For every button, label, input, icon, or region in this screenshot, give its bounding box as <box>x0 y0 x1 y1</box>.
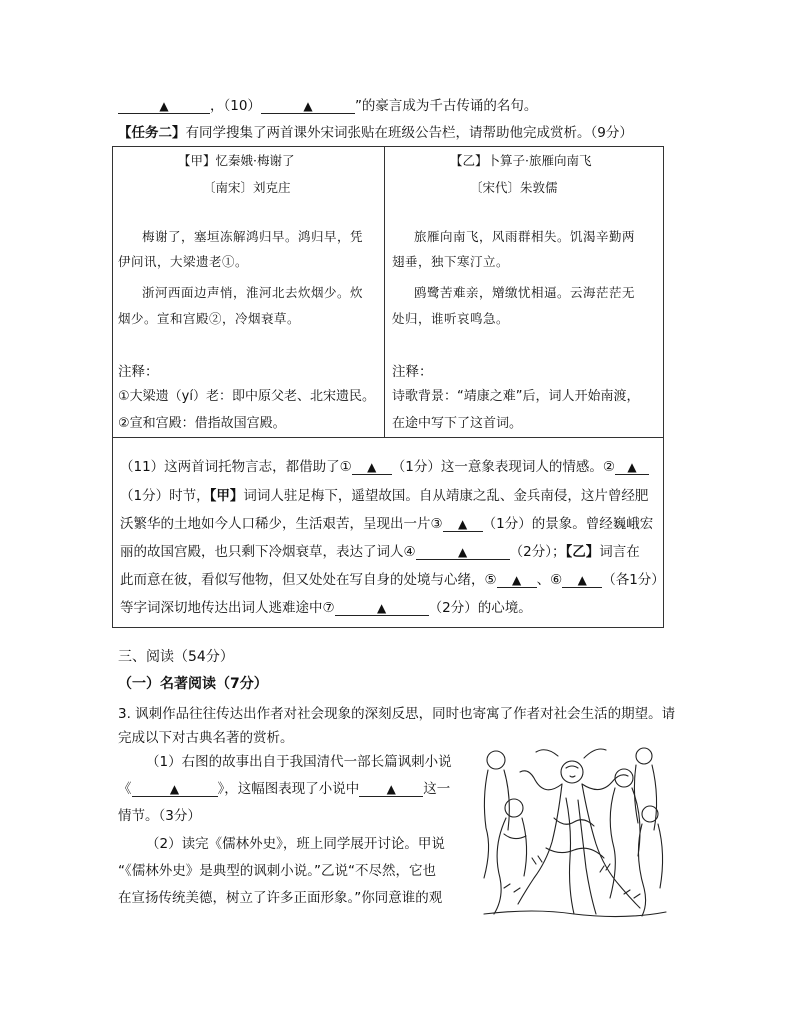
question-text: 在宣扬传统美德，树立了许多正面形象。”你同意谁的观 <box>118 890 443 906</box>
task2-heading: 【任务二】有同学搜集了两首课外宋词张贴在班级公告栏，请帮助他完成赏析。（9分） <box>118 125 633 141</box>
scholars-illustration-icon <box>474 738 670 918</box>
q11-line: 丽的故国宫殿，也只剩下冷烟衰草，表达了词人④ ▲ （2分）；【乙】词言在 <box>120 544 640 560</box>
question-text: （2）读完《儒林外史》，班上同学展开讨论。甲说 <box>146 836 445 852</box>
answer-blank[interactable]: ▲ <box>562 573 602 588</box>
question-text: “《儒林外史》是典型的讽刺小说。”乙说“不尽然，它也 <box>118 863 436 879</box>
question-text: 完成以下对古典名著的赏析。 <box>118 730 294 746</box>
poem-a-notes-label: 注释： <box>118 364 159 380</box>
poem-a-note: ①大梁遗（yí）老：即中原父老、北宋遗民。 <box>118 389 375 404</box>
question-text: 3. 讽刺作品往往传达出作者对社会现象的深刻反思，同时也寄寓了作者对社会生活的期望。请 <box>118 706 676 722</box>
poem-a-note: ②宣和宫殿：借指故国宫殿。 <box>118 416 286 431</box>
poem-b-notes-label: 注释： <box>392 364 433 380</box>
poem-b-note: 在途中写下了这首词。 <box>392 416 523 431</box>
answer-blank[interactable]: ▲ <box>416 545 510 560</box>
poem-table-divider <box>384 146 385 437</box>
poem-a-author: 〔南宋〕刘克庄 <box>203 180 291 195</box>
poem-b-title: 【乙】卜算子·旅雁向南飞 <box>450 153 592 168</box>
top-line: ▲ ，（10） ▲ ”的豪言成为千古传诵的名句。 <box>118 94 537 114</box>
answer-blank[interactable]: ▲ <box>352 460 392 475</box>
poem-a-line: 浙河西面边声悄，淮河北去炊烟少。炊 <box>142 285 364 300</box>
answer-blank[interactable]: ▲ <box>335 601 429 616</box>
poem-a-line: 梅谢了，塞垣冻解鸿归早。鸿归早，凭 <box>142 229 364 244</box>
section-heading: 三、阅读（54分） <box>118 649 234 665</box>
poem-b-line: 鸥鹭苦难亲，矰缴忧相逼。云海茫茫无 <box>414 285 636 300</box>
q11-line: （11）这两首词托物言志，都借助了① ▲ （1分）这一意象表现词人的情感。② ▲ <box>120 455 649 475</box>
poem-a-line: 烟少。宣和宫殿②，冷烟衰草。 <box>118 311 301 326</box>
answer-blank[interactable]: ▲ <box>261 99 355 114</box>
q11-line: 等字词深切地传达出词人逃难途中⑦ ▲ （2分）的心境。 <box>120 600 532 616</box>
answer-blank[interactable]: ▲ <box>497 573 537 588</box>
answer-blank[interactable]: ▲ <box>359 782 423 797</box>
question-text: （1）右图的故事出自于我国清代一部长篇讽刺小说 <box>146 754 452 770</box>
q11-line: 沃繁华的土地如今人口稀少，生活艰苦，呈现出一片③ ▲ （1分）的景象。曾经巍峨宏 <box>120 516 654 532</box>
question-text: 情节。（3分） <box>118 808 201 824</box>
poem-a-title: 【甲】忆秦娥·梅谢了 <box>178 153 295 168</box>
answer-blank[interactable]: ▲ <box>443 517 483 532</box>
q11-line: （1分）时节，【甲】词词人驻足梅下，遥望故国。自从靖康之乱、金兵南侵，这片曾经肥 <box>120 488 649 504</box>
answer-blank[interactable]: ▲ <box>132 782 218 797</box>
answer-blank[interactable]: ▲ <box>615 460 649 475</box>
q11-line: 此而意在彼，看似写他物，但又处处在写自身的处境与心绪，⑤ ▲ 、⑥ ▲ （各1分） <box>120 572 665 588</box>
subsection-heading: （一）名著阅读（7分） <box>118 676 268 692</box>
answer-blank[interactable]: ▲ <box>118 99 210 114</box>
poem-table-divider <box>112 437 663 438</box>
poem-b-author: 〔宋代〕朱敦儒 <box>470 180 558 195</box>
poem-b-line: 处归，谁听哀鸣急。 <box>392 311 510 326</box>
poem-a-line: 伊问讯，大梁遗老①。 <box>118 254 249 269</box>
poem-b-note: 诗歌背景：“靖康之难”后，词人开始南渡， <box>392 389 640 404</box>
question-text: 《 ▲ 》，这幅图表现了小说中 ▲ 这一 <box>118 781 451 797</box>
poem-b-line: 旅雁向南飞，风雨群相失。饥渴辛勤两 <box>414 229 636 244</box>
poem-b-line: 翅垂，独下寒汀立。 <box>392 254 510 269</box>
